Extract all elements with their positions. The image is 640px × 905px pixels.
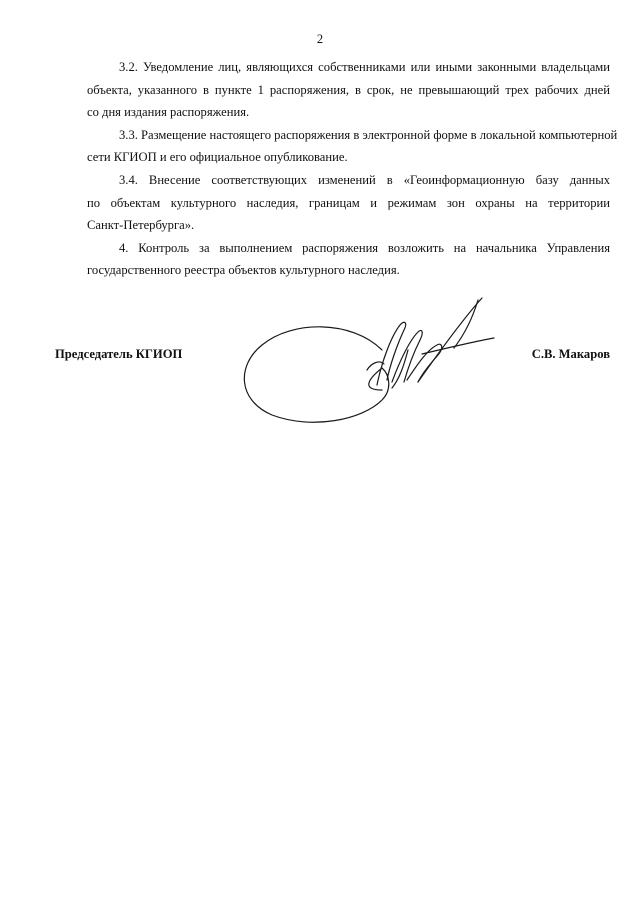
- handwritten-signature: [232, 290, 502, 430]
- text-line: объекта, указанного в пункте 1 распоряжения, в срок, не превышающий трех рабочих дней: [87, 82, 610, 97]
- paragraph-3-3: [55, 124, 618, 169]
- text-line: по объектам культурного наследия, границам и режимам зон охраны на территории: [87, 195, 610, 210]
- text-line: сети КГИОП и его официальное опубликование.: [87, 150, 348, 165]
- text-line: 3.2. Уведомление лиц, являющихся собственниками или иными законными владельцами: [119, 60, 610, 74]
- text-line: государственного реестра объектов культурного наследия.: [87, 263, 400, 278]
- document-body: [55, 56, 618, 282]
- text-line: Санкт-Петербурга».: [87, 218, 195, 233]
- text-line: со дня издания распоряжения.: [87, 105, 250, 120]
- text-line: 3.4. Внесение соответствующих изменений в «Геоинформационную базу данных: [119, 172, 610, 187]
- paragraph-3-4: [55, 169, 610, 237]
- text-line: 4. Контроль за выполнением распоряжения возложить на начальника Управления: [119, 240, 610, 255]
- signer-name: С.В. Макаров: [531, 347, 610, 361]
- paragraph-3-2: [55, 56, 610, 124]
- signer-title: Председатель КГИОП: [55, 347, 183, 361]
- page-number: 2: [316, 32, 324, 46]
- paragraph-4: [55, 237, 610, 282]
- text-line: 3.3. Размещение настоящего распоряжения в электронной форме в локальной компьютерной: [119, 127, 618, 142]
